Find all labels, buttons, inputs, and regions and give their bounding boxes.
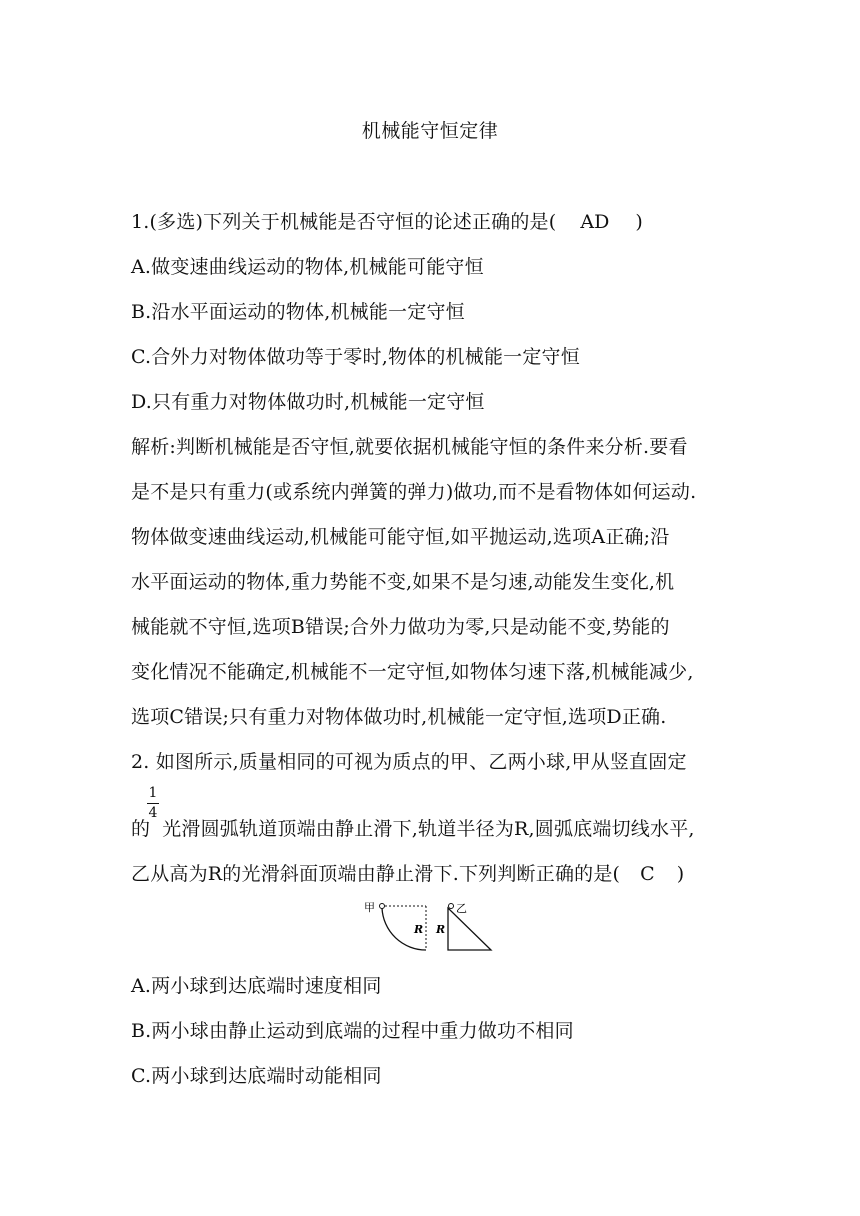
incline-triangle [448,908,491,950]
physics-figure [364,898,494,954]
q1-stem-text: 1.(多选)下列关于机械能是否守恒的论述正确的是( [131,211,557,233]
q1-option-a: A.做变速曲线运动的物体,机械能可能守恒 [131,256,484,278]
q2-line3 [131,859,684,886]
q1-option-c: C.合外力对物体做功等于零时,物体的机械能一定守恒 [131,346,580,368]
q2-answer: C [640,863,655,885]
q2-close: ) [676,863,685,885]
ball-jia [380,904,385,909]
q1-analysis-line: 解析:判断机械能是否守恒,就要依据机械能守恒的条件来分析.要看 [131,436,688,458]
ball-yi [449,904,454,909]
q1-analysis-line: 是不是只有重力(或系统内弹簧的弹力)做功,而不是看物体如何运动. [131,481,697,503]
q2-line2 [131,814,695,841]
q1-stem [131,207,643,234]
q2-line2-rest: 光滑圆弧轨道顶端由静止滑下,轨道半径为R,圆弧底端切线水平, [162,818,695,840]
q1-analysis-line: 物体做变速曲线运动,机械能可能守恒,如平抛运动,选项A正确;沿 [131,526,670,548]
q2-line3-text: 乙从高为R的光滑斜面顶端由静止滑下.下列判断正确的是( [131,863,621,885]
q1-option-b: B.沿水平面运动的物体,机械能一定守恒 [131,301,465,323]
q1-answer: AD [580,211,610,233]
q1-analysis-line: 变化情况不能确定,机械能不一定守恒,如物体匀速下落,机械能减少, [131,661,694,683]
label-r2: R [436,923,446,936]
q2-option-b: B.两小球由静止运动到底端的过程中重力做功不相同 [131,1020,574,1042]
q1-analysis-line: 械能就不守恒,选项B错误;合外力做功为零,只是动能不变,势能的 [131,616,670,638]
q2-option-c: C.两小球到达底端时动能相同 [131,1065,382,1087]
label-r1: R [414,923,424,936]
fraction-denominator: 4 [148,805,158,821]
fraction-numerator: 1 [148,785,158,801]
label-jia: 甲 [364,901,375,914]
q1-close: ) [635,211,643,233]
page-title: 机械能守恒定律 [361,120,499,142]
q2-option-a: A.两小球到达底端时速度相同 [131,975,382,997]
q2-line1: 2. 如图所示,质量相同的可视为质点的甲、乙两小球,甲从竖直固定 [131,751,687,773]
q1-analysis-line: 水平面运动的物体,重力势能不变,如果不是匀速,动能发生变化,机 [131,571,675,593]
q1-analysis-line: 选项C错误;只有重力对物体做功时,机械能一定守恒,选项D正确. [131,706,667,728]
label-yi: 乙 [456,902,467,915]
q2-line2-prefix: 的 [131,818,151,840]
fraction-bar [147,803,159,804]
q1-option-d: D.只有重力对物体做功时,机械能一定守恒 [131,391,485,413]
